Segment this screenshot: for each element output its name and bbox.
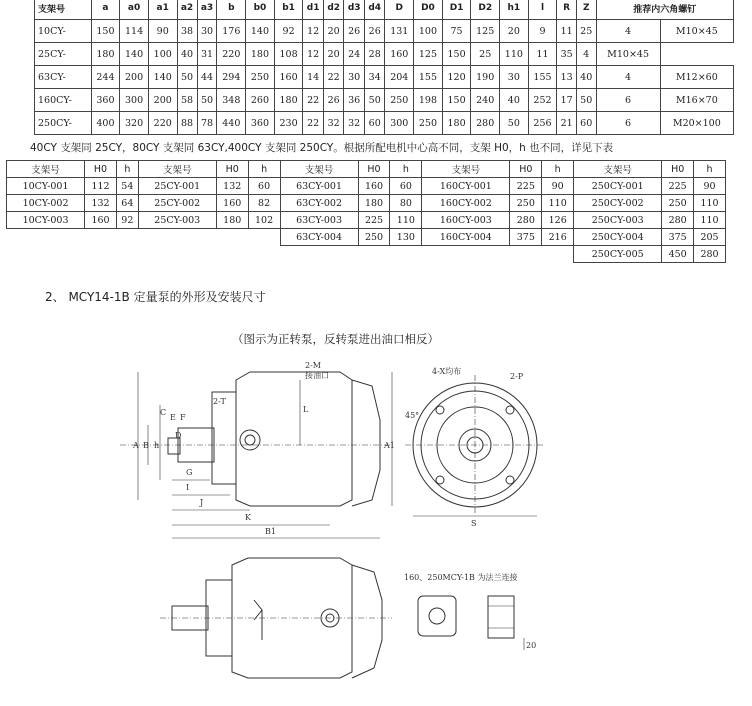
table-cell: 11	[528, 43, 557, 66]
table-cell: 100	[414, 20, 443, 43]
dim-h-label: h	[154, 441, 160, 450]
table-cell: 360	[246, 112, 275, 135]
dim-f-label: F	[180, 413, 186, 422]
table-cell: 30	[197, 20, 217, 43]
table-cell: 10CY-002	[7, 195, 85, 212]
table-cell: 14	[303, 66, 324, 89]
table-cell: M12×60	[660, 66, 733, 89]
table-cell: 140	[120, 43, 149, 66]
table-cell: 22	[303, 112, 324, 135]
header-cell: 支架号	[280, 161, 358, 178]
table-cell: 30	[344, 66, 365, 89]
table-cell: 250CY-001	[574, 178, 662, 195]
table-cell: 348	[217, 89, 246, 112]
table-cell: 375	[510, 229, 542, 246]
table-cell: 12	[303, 20, 324, 43]
table-cell: 90	[542, 178, 574, 195]
table-cell: 250	[358, 229, 390, 246]
table-cell: 320	[120, 112, 149, 135]
header-cell: H0	[85, 161, 117, 178]
table-cell: 160	[216, 195, 248, 212]
table-cell: 31	[197, 43, 217, 66]
table-cell: 250CY-003	[574, 212, 662, 229]
pump-end-view	[405, 375, 545, 516]
header-cell: b1	[274, 0, 303, 20]
table-cell: 252	[528, 89, 557, 112]
table-cell: 140	[246, 20, 275, 43]
table-cell: 108	[274, 43, 303, 66]
header-cell: l	[528, 0, 557, 20]
table-cell: 63CY-004	[280, 229, 358, 246]
table-cell: 250CY-005	[574, 246, 662, 263]
table-cell: 132	[85, 195, 117, 212]
header-cell: R	[557, 0, 577, 20]
header-cell: D2	[471, 0, 500, 20]
header-cell: a2	[177, 0, 197, 20]
table-cell: 220	[148, 112, 177, 135]
table-cell: 216	[542, 229, 574, 246]
dim-i-label: I	[186, 483, 190, 492]
table-cell: 36	[344, 89, 365, 112]
table-cell: 250	[510, 195, 542, 212]
dim-g-label: G	[186, 468, 193, 477]
dim-b-label: B	[143, 441, 149, 450]
table-cell: 180	[274, 89, 303, 112]
table-cell: 150	[442, 89, 471, 112]
table-cell: 140	[148, 66, 177, 89]
table-cell: 220	[217, 43, 246, 66]
header-cell: b0	[246, 0, 275, 20]
table-cell: 6	[596, 89, 660, 112]
table-cell: 10CY-003	[7, 212, 85, 229]
dim-20-label: 20	[526, 641, 537, 650]
table-cell: 50	[177, 66, 197, 89]
dim-p-label: 2-P	[510, 372, 524, 381]
table-cell: 160	[358, 178, 390, 195]
table-cell: 28	[364, 43, 385, 66]
table-cell: 250	[246, 66, 275, 89]
pump-plan-view	[160, 558, 392, 678]
table-cell: 250	[414, 112, 443, 135]
table-cell: 244	[91, 66, 120, 89]
dim-b1-label: B1	[265, 527, 276, 536]
table-cell: 160CY-002	[422, 195, 510, 212]
header-cell: a0	[120, 0, 149, 20]
table-cell: 9	[528, 20, 557, 43]
table-cell: 114	[120, 20, 149, 43]
table-cell: 17	[557, 89, 577, 112]
port-note: 接油口	[305, 371, 329, 380]
table-cell: 256	[528, 112, 557, 135]
table-cell: 294	[217, 66, 246, 89]
table-cell: 250	[385, 89, 414, 112]
table-cell: 130	[390, 229, 422, 246]
table-cell: 32	[344, 112, 365, 135]
table-cell: 54	[116, 178, 138, 195]
table-cell: 63CY-002	[280, 195, 358, 212]
table-cell: M10×45	[596, 43, 660, 66]
flange-detail	[418, 596, 524, 650]
table-cell: 20	[323, 20, 344, 43]
table-cell: 110	[694, 195, 726, 212]
table-cell: 200	[120, 66, 149, 89]
table-cell: 110	[694, 212, 726, 229]
table-cell: 126	[542, 212, 574, 229]
dim-d-label: D	[175, 431, 182, 440]
header-cell: 支架号	[138, 161, 216, 178]
table-cell: 360	[91, 89, 120, 112]
header-cell: D	[385, 0, 414, 20]
header-cell: h	[390, 161, 422, 178]
table-cell: 64	[116, 195, 138, 212]
table-cell: 300	[385, 112, 414, 135]
table-cell: 60	[248, 178, 280, 195]
header-cell: 支架号	[574, 161, 662, 178]
table-cell: 25	[471, 43, 500, 66]
table-cell: 225	[358, 212, 390, 229]
table-cell: 250CY-002	[574, 195, 662, 212]
table-cell: 225	[510, 178, 542, 195]
table-cell: 88	[177, 112, 197, 135]
table-cell: 160	[274, 66, 303, 89]
table-cell: M16×70	[660, 89, 733, 112]
table-cell: 30	[500, 66, 529, 89]
table-cell: 58	[177, 89, 197, 112]
table-cell: 10CY-	[35, 20, 92, 43]
table-cell: 50	[576, 89, 596, 112]
table-cell: 160CY-004	[422, 229, 510, 246]
header-cell: Z	[576, 0, 596, 20]
table-cell: 160CY-	[35, 89, 92, 112]
table-cell: 198	[414, 89, 443, 112]
table-cell: 250CY-	[35, 112, 92, 135]
table-cell: 38	[177, 20, 197, 43]
angle-label: 45°	[405, 411, 420, 420]
table-cell: 300	[120, 89, 149, 112]
table-cell: 280	[471, 112, 500, 135]
table-cell: 22	[323, 66, 344, 89]
header-cell: 支架号	[422, 161, 510, 178]
table-cell: 240	[471, 89, 500, 112]
table-cell: 450	[662, 246, 694, 263]
table-cell: 6	[596, 112, 660, 135]
table-cell: 20	[323, 43, 344, 66]
table-cell: 63CY-003	[280, 212, 358, 229]
table-cell: 90	[694, 178, 726, 195]
dim-j-label: J	[200, 498, 204, 507]
table-cell: 40	[177, 43, 197, 66]
table-cell: 60	[390, 178, 422, 195]
table-cell: 160	[85, 212, 117, 229]
table-cell: M20×100	[660, 112, 733, 135]
table-cell: 24	[344, 43, 365, 66]
dim-a-label: A	[133, 441, 139, 450]
table-cell: 225	[662, 178, 694, 195]
pump-side-view	[120, 372, 392, 538]
header-cell: h1	[500, 0, 529, 20]
section-title: 2、 MCY14-1B 定量泵的外形及安装尺寸	[45, 290, 266, 304]
table-cell: 50	[500, 112, 529, 135]
table-cell: 12	[303, 43, 324, 66]
table-cell: 132	[216, 178, 248, 195]
table-cell: 204	[385, 66, 414, 89]
header-cell: D1	[442, 0, 471, 20]
table-cell: 131	[385, 20, 414, 43]
header-cell: a1	[148, 0, 177, 20]
table-cell: 110	[390, 212, 422, 229]
table-cell: 180	[91, 43, 120, 66]
table-cell: 102	[248, 212, 280, 229]
table-cell: 280	[662, 212, 694, 229]
dim-k-label: K	[245, 513, 251, 522]
drawing-caption: （图示为正转泵，反转泵进出油口相反）	[232, 332, 439, 346]
table-cell: 25	[576, 20, 596, 43]
table-cell: 10CY-001	[7, 178, 85, 195]
table-cell: 180	[216, 212, 248, 229]
header-cell: b	[217, 0, 246, 20]
table-cell: 25CY-002	[138, 195, 216, 212]
table-cell: 90	[148, 20, 177, 43]
table-cell: 280	[694, 246, 726, 263]
table-cell: 13	[557, 66, 577, 89]
table-cell: 176	[217, 20, 246, 43]
table-cell: 120	[442, 66, 471, 89]
dim-c-label: C	[160, 408, 167, 417]
header-cell: d3	[344, 0, 365, 20]
table-cell: 180	[358, 195, 390, 212]
port-label: 2-M	[305, 361, 321, 370]
table-cell: 26	[364, 20, 385, 43]
table-cell: 20	[500, 20, 529, 43]
table-cell: 125	[471, 20, 500, 43]
header-cell: a3	[197, 0, 217, 20]
table-cell: 125	[414, 43, 443, 66]
table-cell: 26	[323, 89, 344, 112]
table-cell: 110	[542, 195, 574, 212]
header-cell: d4	[364, 0, 385, 20]
table-cell: 40	[576, 66, 596, 89]
table-cell: 25CY-003	[138, 212, 216, 229]
table-cell: 26	[344, 20, 365, 43]
table-cell: 21	[557, 112, 577, 135]
table-cell: 11	[557, 20, 577, 43]
header-cell: D0	[414, 0, 443, 20]
table-cell: 155	[528, 66, 557, 89]
table-cell: 25CY-001	[138, 178, 216, 195]
header-cell: h	[542, 161, 574, 178]
table-cell: 34	[364, 66, 385, 89]
table-cell: 50	[364, 89, 385, 112]
hole-label: 2-T	[213, 397, 226, 406]
table-cell: 250	[662, 195, 694, 212]
dim-s-label: S	[471, 519, 477, 528]
header-cell: H0	[662, 161, 694, 178]
dim-a1-label: A1	[384, 441, 395, 450]
table-cell: 60	[576, 112, 596, 135]
table-cell: 75	[442, 20, 471, 43]
table-cell: 200	[148, 89, 177, 112]
header-cell: 支架号	[7, 161, 85, 178]
table-cell: 150	[442, 43, 471, 66]
table-cell: 155	[414, 66, 443, 89]
table-cell: 25CY-	[35, 43, 92, 66]
header-cell: h	[116, 161, 138, 178]
table-cell: 4	[596, 20, 660, 43]
table-cell: 180	[442, 112, 471, 135]
header-cell: a	[91, 0, 120, 20]
table-cell: 230	[274, 112, 303, 135]
holes-label: 4-X均布	[432, 367, 462, 376]
table-cell: 400	[91, 112, 120, 135]
flange-note: 160、250MCY-1B 为法兰连接	[404, 573, 518, 582]
table-cell: 44	[197, 66, 217, 89]
table-cell: 92	[274, 20, 303, 43]
table-cell: 4	[576, 43, 596, 66]
table-cell: 250CY-004	[574, 229, 662, 246]
table-cell: 112	[85, 178, 117, 195]
table-cell: 22	[303, 89, 324, 112]
dim-e-label: E	[170, 413, 176, 422]
table-cell: 60	[364, 112, 385, 135]
table-cell: 260	[246, 89, 275, 112]
table-cell: 50	[197, 89, 217, 112]
header-cell: d2	[323, 0, 344, 20]
table-cell: 440	[217, 112, 246, 135]
bracket-note: 40CY 支架同 25CY，80CY 支架同 63CY,400CY 支架同 250CY。根据所配电机中心高不同，支架 H0，h 也不同，详见下表	[30, 142, 614, 154]
table-cell: 80	[390, 195, 422, 212]
table-cell: 160CY-001	[422, 178, 510, 195]
table-cell: 63CY-001	[280, 178, 358, 195]
header-cell: h	[694, 161, 726, 178]
header-cell: H0	[510, 161, 542, 178]
table-cell: 160	[385, 43, 414, 66]
table-cell: 205	[694, 229, 726, 246]
header-cell: H0	[216, 161, 248, 178]
table-cell: 180	[246, 43, 275, 66]
table-cell: 82	[248, 195, 280, 212]
table-cell: 63CY-	[35, 66, 92, 89]
dim-l-label: L	[303, 405, 309, 414]
table-cell: 280	[510, 212, 542, 229]
table-cell: 100	[148, 43, 177, 66]
header-cell: h	[248, 161, 280, 178]
table-cell: M10×45	[660, 20, 733, 43]
table-cell: 150	[91, 20, 120, 43]
table-cell: 78	[197, 112, 217, 135]
table-cell: 190	[471, 66, 500, 89]
table-cell: 4	[596, 66, 660, 89]
table-cell: 160CY-003	[422, 212, 510, 229]
table-cell: 32	[323, 112, 344, 135]
header-cell: 推荐内六角螺钉	[596, 0, 734, 20]
table-cell: 35	[557, 43, 577, 66]
table-cell: 110	[500, 43, 529, 66]
table-cell: 40	[500, 89, 529, 112]
header-cell: 支架号	[35, 0, 92, 20]
table-cell: 92	[116, 212, 138, 229]
header-cell: H0	[358, 161, 390, 178]
table-cell: 375	[662, 229, 694, 246]
header-cell: d1	[303, 0, 324, 20]
